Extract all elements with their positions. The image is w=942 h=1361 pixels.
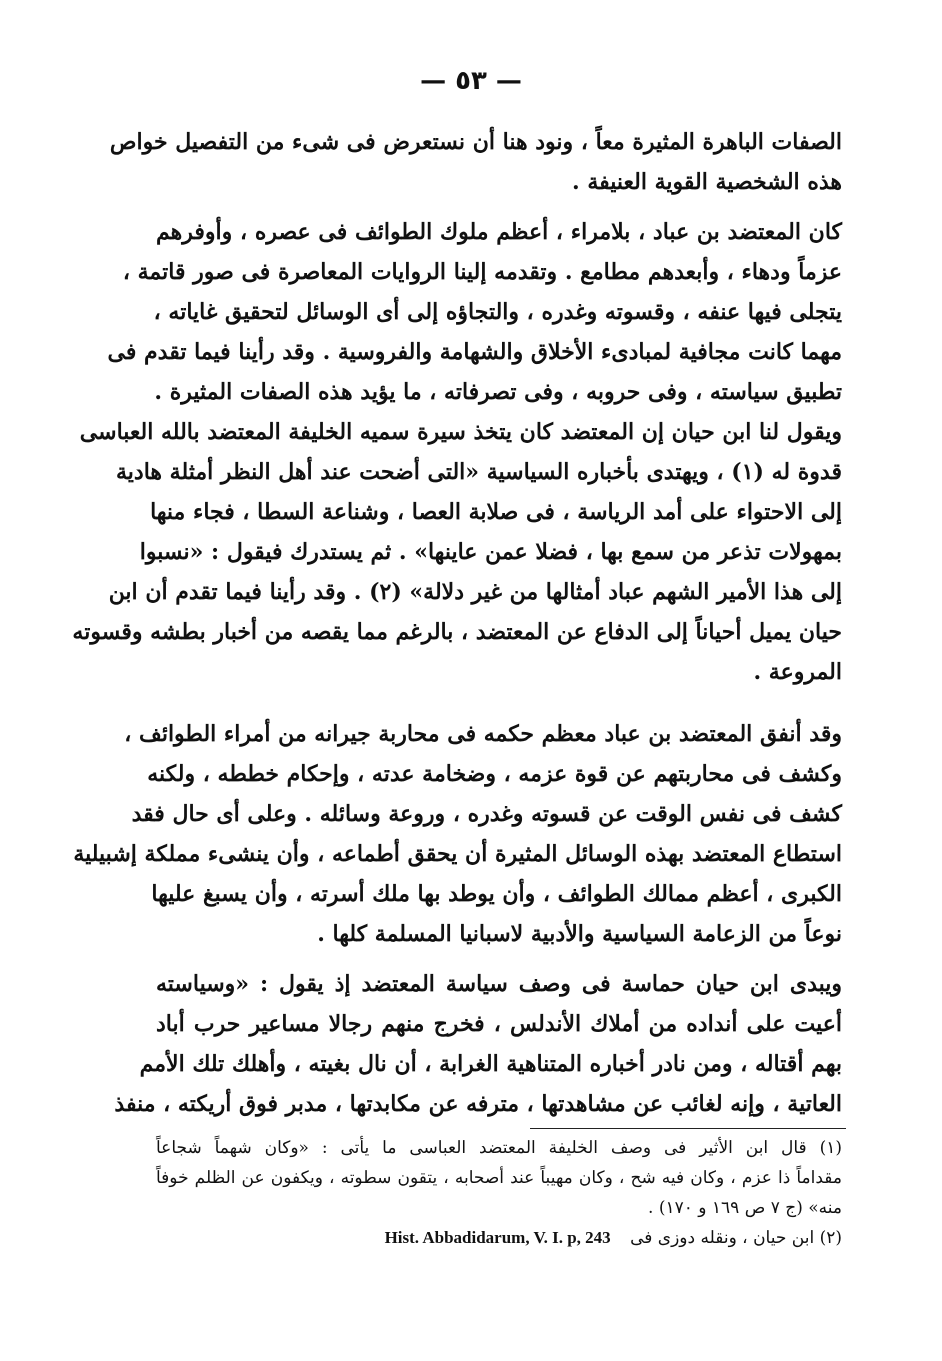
- text-line: استطاع المعتضد بهذه الوسائل المثيرة أن يحقق أطماعه ، وأن ينشىء مملكة إشبيلية: [73, 841, 842, 867]
- text-line: هذه الشخصية القوية العنيفة .: [572, 169, 842, 195]
- text-line: ويبدى ابن حيان حماسة فى وصف سياسة المعتضد إذ يقول : «وسياسته: [156, 971, 842, 997]
- text-line: إلى الاحتواء على أمد الرياسة ، فى صلابة العصا ، وشناعة السطا ، فجاء منها: [150, 499, 842, 525]
- text-line: بهم أقتاله ، ومن نادر أخباره المتناهية الغرابة ، أن نال بغيته ، وأهلك تلك الأمم: [139, 1051, 842, 1077]
- text-line: العاتية ، وإنه لغائب عن مشاهدتها ، مترفه عن مكابدتها ، مدبر فوق أريكته ، منفذ: [114, 1091, 842, 1117]
- footnote-separator: [530, 1128, 846, 1129]
- text-line: المروعة .: [753, 659, 842, 685]
- footnote-2-text: (٢) ابن حيان ، ونقله دوزى فى: [630, 1228, 842, 1248]
- footnotes: [156, 1133, 842, 1253]
- text-line: مهما كانت مجافية لمبادىء الأخلاق والشهامة والفروسية . وقد رأينا فيما تقدم فى: [107, 339, 842, 365]
- text-line: ويقول لنا ابن حيان إن المعتضد كان يتخذ سيرة سميه الخليفة المعتضد بالله العباسى: [79, 419, 842, 445]
- text-line: حيان يميل أحياناً إلى الدفاع عن المعتضد ، بالرغم مما يقصه من أخبار بطشه وقسوته: [72, 619, 842, 645]
- text-line: الصفات الباهرة المثيرة معاً ، ونود هنا أن نستعرض فى شىء من التفصيل خواص: [109, 129, 842, 155]
- main-text: [72, 122, 842, 1124]
- text-line: كان المعتضد بن عباد ، بلامراء ، أعظم ملوك الطوائف فى عصره ، وأوفرهم: [156, 219, 842, 245]
- footnote-1-line: منه» (ج ٧ ص ١٦٩ و ١٧٠) .: [648, 1198, 842, 1218]
- footnote-2-citation: Hist. Abbadidarum, V. I. p, 243: [384, 1228, 611, 1247]
- text-line: الكبرى ، أعظم ممالك الطوائف ، وأن يوطد بها ملك أسرته ، وأن يسبغ عليها: [151, 881, 842, 907]
- text-line: كشف فى نفس الوقت عن قسوته وغدره ، وروعة وسائله . وعلى أى حال فقد: [131, 801, 842, 827]
- text-line: عزماً ودهاء ، وأبعدهم مطامع . وتقدمه إلينا الروايات المعاصرة فى صور قاتمة ،: [122, 259, 842, 285]
- text-line: يتجلى فيها عنفه ، وقسوته وغدره ، والتجاؤه إلى أى الوسائل لتحقيق غاياته ،: [153, 299, 842, 325]
- text-line: إلى هذا الأمير الشهم عباد أمثالها من غير دلالة» (٢) . وقد رأينا فيما تقدم أن ابن: [108, 579, 842, 605]
- footnote-1-line: (١) قال ابن الأثير فى وصف الخليفة المعتضد العباسى ما يأتى : «وكان شهماً شجاعاً: [156, 1138, 842, 1158]
- text-line: أعيت على أنداده من أملاك الأندلس ، فخرج منهم رجالا مساعير حرب أباد: [156, 1011, 842, 1037]
- text-line: وكشف فى محاربتهم عن قوة عزمه ، وضخامة عدته ، وإحكام خططه ، ولكنه: [147, 761, 842, 787]
- page-number: — ٥٣ —: [420, 66, 522, 96]
- text-line: بمهولات تذعر من سمع بها ، فضلا عمن عاينها» . ثم يستدرك فيقول : «نسبوا: [139, 539, 842, 565]
- text-line: نوعاً من الزعامة السياسية والأدبية لاسبانيا المسلمة كلها .: [317, 921, 842, 947]
- footnote-1-line: مقداماً ذا عزم ، وكان فيه شح ، وكان مهيباً عند أصحابه ، يتقون سطوته ، ويكفون عن الظلم خوفاً: [156, 1168, 842, 1188]
- text-line: تطبيق سياسته ، وفى حروبه ، وفى تصرفاته ، ما يؤيد هذه الصفات المثيرة .: [154, 379, 842, 405]
- text-line: وقد أنفق المعتضد بن عباد معظم حكمه فى محاربة جيرانه من أمراء الطوائف ،: [124, 721, 842, 747]
- footnote-2: [156, 1223, 842, 1253]
- text-line: قدوة له (١) ، ويهتدى بأخباره السياسية «التى أضحت عند أهل النظر أمثلة هادية: [115, 459, 842, 485]
